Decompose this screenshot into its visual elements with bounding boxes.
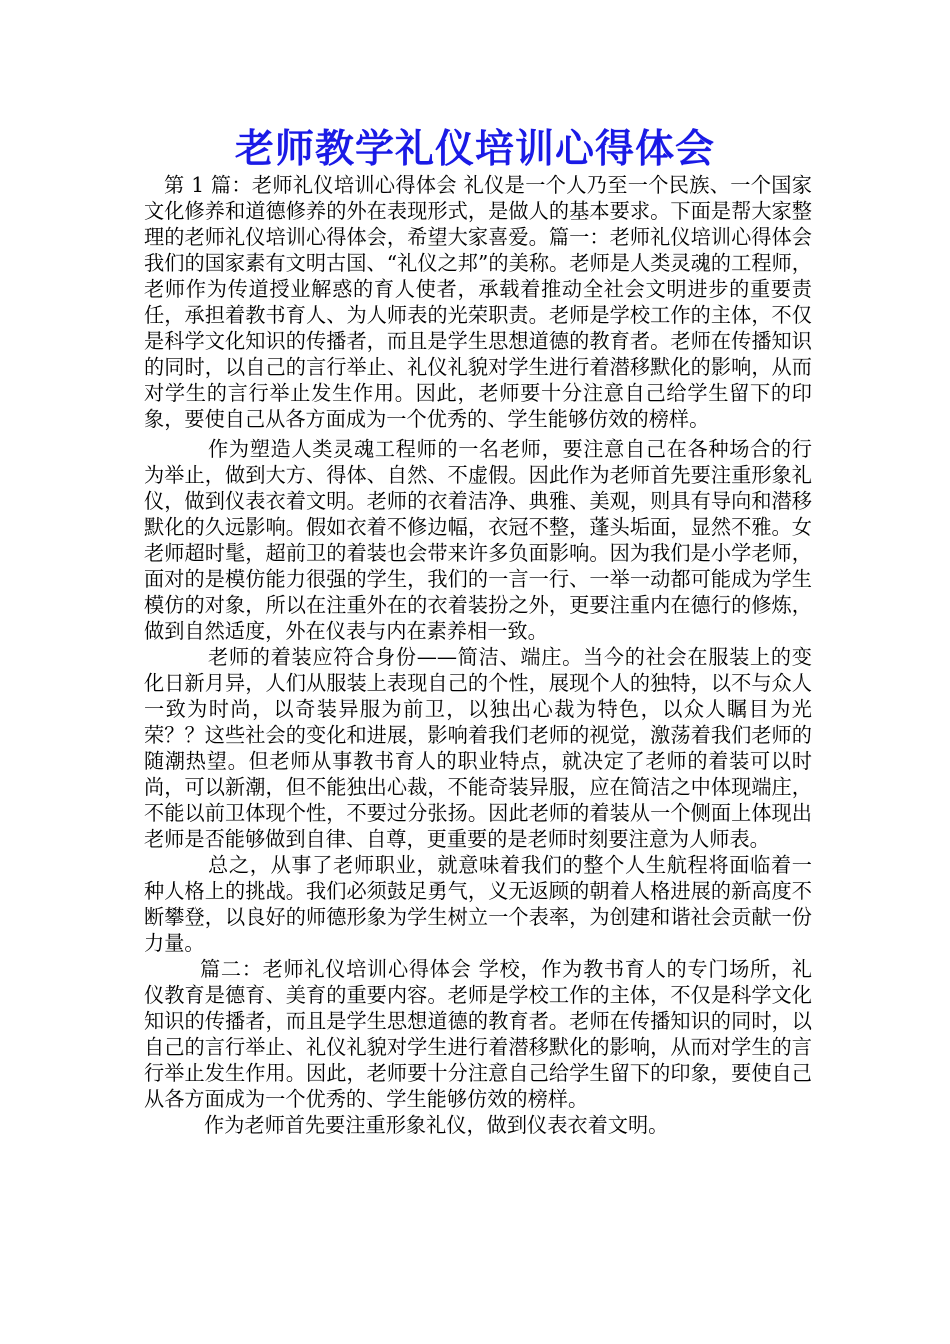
paragraph-5: 篇二：老师礼仪培训心得体会 学校，作为教书育人的专门场所，礼仪教育是德育、美育的重要内容。老师是学校工作的主体，不仅是科学文化知识的传播者，而且是学生思想道德的教育者。老师在传播知识的同时，以自己的言行举止、礼仪礼貌对学生进行着潜移默化的影响，从而对学生的言行举止发生作用。因此，老师要十分注意自己给学生留下的印象，要使自己从各方面成为一个优秀的、学生能够仿效的榜样。 [144, 957, 812, 1111]
paragraph-2: 作为塑造人类灵魂工程师的一名老师，要注意自己在各种场合的行为举止，做到大方、得体、自然、不虚假。因此作为老师首先要注重形象礼仪，做到仪表衣着文明。老师的衣着洁净、典雅、美观，则具有导向和潜移默化的久远影响。假如衣着不修边幅，衣冠不整，蓬头垢面，显然不雅。女老师超时髦，超前卫的着装也会带来许多负面影响。因为我们是小学老师，面对的是模仿能力很强的学生，我们的一言一行、一举一动都可能成为学生模仿的对象，所以在注重外在的衣着装扮之外，更要注重内在德行的修炼，做到自然适度，外在仪表与内在素养相一致。 [144, 437, 812, 643]
paragraph-6: 作为老师首先要注重形象礼仪，做到仪表衣着文明。 [204, 1113, 669, 1137]
paragraph-4: 总之，从事了老师职业，就意味着我们的整个人生航程将面临着一种人格上的挑战。我们必须鼓足勇气，义无返顾的朝着人格进展的新高度不断攀登，以良好的师德形象为学生树立一个表率，为创建和谐社会贡献一份力量。 [144, 853, 812, 955]
document-body [144, 172, 812, 1138]
document-title: 老师教学礼仪培训心得体会 [234, 126, 715, 172]
paragraph-1: 第 1 篇：老师礼仪培训心得体会 礼仪是一个人乃至一个民族、一个国家文化修养和道德修养的外在表现形式，是做人的基本要求。下面是帮大家整理的老师礼仪培训心得体会，希望大家喜爱。篇一：老师礼仪培训心得体会 我们的国家素有文明古国、“礼仪之邦”的美称。老师是人类灵魂的工程师，老师作为传道授业解惑的育人使者，承载着推动全社会文明进步的重要责任，承担着教书育人、为人师表的光荣职责。老师是学校工作的主体，不仅是科学文化知识的传播者，而且是学生思想道德的教育者。老师在传播知识的同时，以自己的言行举止、礼仪礼貌对学生进行着潜移默化的影响，从而对学生的言行举止发生作用。因此，老师要十分注意自己给学生留下的印象，要使自己从各方面成为一个优秀的、学生能够仿效的榜样。 [144, 173, 812, 431]
paragraph-3: 老师的着装应符合身份——简洁、端庄。当今的社会在服装上的变化日新月异，人们从服装上表现自己的个性，展现个人的独特，以不与众人一致为时尚，以奇装异服为前卫，以独出心裁为特色，以众人瞩目为光荣？？这些社会的变化和进展，影响着我们老师的视觉，激荡着我们老师的随潮热望。但老师从事教书育人的职业特点，就决定了老师的着装可以时尚，可以新潮，但不能独出心裁，不能奇装异服，应在简洁之中体现端庄，不能以前卫体现个性，不要过分张扬。因此老师的着装从一个侧面上体现出老师是否能够做到自律、自尊，更重要的是老师时刻要注意为人师表。 [144, 645, 812, 851]
